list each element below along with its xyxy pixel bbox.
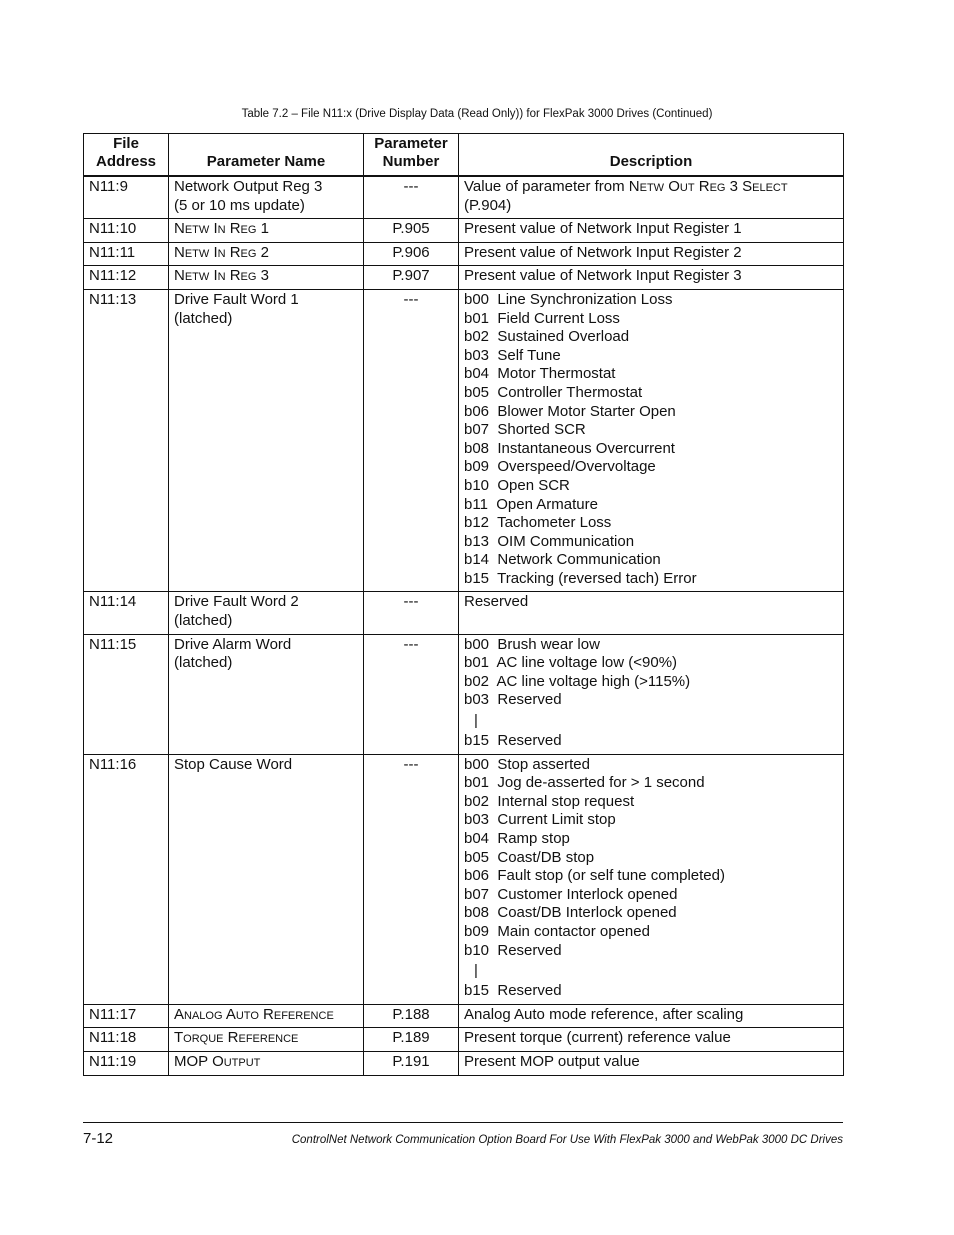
description-line: b10 Open SCR [464, 476, 570, 494]
description-line: b08 Coast/DB Interlock opened [464, 904, 677, 922]
description-line: b06 Blower Motor Starter Open [464, 402, 676, 420]
file-address-cell: N11:17 [84, 1004, 169, 1028]
parameter-name-line: (latched) [174, 309, 233, 327]
parameter-name-line: (latched) [174, 612, 233, 630]
file-address-cell: N11:13 [84, 289, 169, 592]
description-line: b15 Reserved [464, 982, 562, 1000]
table-row [84, 634, 844, 754]
parameter-name-cell [169, 1028, 364, 1052]
table-row [84, 1051, 844, 1075]
description-cell [459, 1004, 844, 1028]
parameter-name: Netw In Reg 3 [174, 267, 269, 285]
description-param-ref: Netw Out Reg 3 Select [628, 178, 788, 195]
description-line: b04 Motor Thermostat [464, 365, 616, 383]
description-text: Value of parameter from [464, 178, 629, 195]
description-cell [459, 634, 844, 754]
description-cell [459, 219, 844, 243]
table-row [84, 289, 844, 592]
file-address-cell: N11:9 [84, 176, 169, 219]
description-line: b01 Field Current Loss [464, 309, 620, 327]
parameter-name-cell [169, 266, 364, 290]
description-line: b15 Tracking (reversed tach) Error [464, 569, 697, 587]
parameter-name-line: Drive Fault Word 2 [174, 593, 299, 611]
header-parameter-number: Parameter Number [364, 134, 459, 177]
description-line: (P.904) [464, 196, 512, 214]
description-line: b05 Controller Thermostat [464, 383, 643, 401]
description-line: Reserved [464, 593, 529, 611]
parameter-number-cell: P.907 [364, 266, 459, 290]
description-cell [459, 1051, 844, 1075]
parameter-number-cell: --- [364, 289, 459, 592]
description-line: b04 Ramp stop [464, 830, 570, 847]
table-body [84, 176, 844, 1075]
description-line: b00 Stop asserted [464, 755, 590, 773]
parameter-name-cell [169, 1051, 364, 1075]
parameter-name-cell [169, 242, 364, 266]
file-address-cell: N11:10 [84, 219, 169, 243]
parameter-name-line: Stop Cause Word [174, 755, 293, 773]
table-row [84, 242, 844, 266]
parameter-name-line: Drive Fault Word 1 [174, 290, 299, 308]
description-line: b11 Open Armature [464, 495, 598, 513]
parameter-name-line: Drive Alarm Word [174, 635, 292, 653]
description-cell [459, 1028, 844, 1052]
description-line: b10 Reserved [464, 941, 562, 959]
description-cell [459, 176, 844, 219]
description-line: b00 Brush wear low [464, 635, 600, 653]
description-line: b15 Reserved [464, 732, 562, 750]
parameter-name-line: Network Output Reg 3 [174, 178, 323, 195]
description-line: b02 AC line voltage high (>115%) [464, 672, 691, 690]
parameter-name-cell [169, 754, 364, 1004]
parameter-name-cell [169, 634, 364, 754]
description-range-separator: | [474, 712, 478, 730]
parameter-number-cell: --- [364, 754, 459, 1004]
description-line: b07 Shorted SCR [464, 421, 586, 439]
description-line: b02 Internal stop request [464, 792, 635, 810]
parameter-name: Analog Auto Reference [174, 1005, 334, 1023]
description-line: b03 Self Tune [464, 346, 561, 364]
parameter-name-cell [169, 176, 364, 219]
parameter-number-cell: --- [364, 634, 459, 754]
table-row [84, 1004, 844, 1028]
description-line: Present value of Network Input Register 3 [464, 267, 742, 285]
file-address-cell: N11:16 [84, 754, 169, 1004]
table-row [84, 219, 844, 243]
parameter-name-line: (5 or 10 ms update) [174, 196, 305, 214]
description-line: Present MOP output value [464, 1052, 640, 1070]
parameter-number-cell: P.906 [364, 242, 459, 266]
description-line: b07 Customer Interlock opened [464, 885, 678, 903]
table-row [84, 592, 844, 634]
table-caption: Table 7.2 – File N11:x (Drive Display Data (Read Only)) for FlexPak 3000 Drives (Continued) [241, 108, 713, 120]
description-line: Present value of Network Input Register 1 [464, 220, 742, 238]
description-line: b09 Overspeed/Overvoltage [464, 458, 656, 476]
description-line: b03 Reserved [464, 691, 562, 709]
description-line: b08 Instantaneous Overcurrent [464, 439, 675, 457]
page-number: 7-12 [83, 1130, 114, 1147]
document-title: ControlNet Network Communication Option Board For Use With FlexPak 3000 and WebPak 3000 DC Drives [291, 1134, 843, 1146]
parameter-number-cell: P.189 [364, 1028, 459, 1052]
parameter-number-cell: P.191 [364, 1051, 459, 1075]
description-line: b01 AC line voltage low (<90%) [464, 654, 678, 672]
description-line: b03 Current Limit stop [464, 811, 616, 829]
parameter-table [83, 133, 844, 1076]
description-line: b06 Fault stop (or self tune completed) [464, 867, 725, 885]
description-range-separator: | [474, 962, 478, 980]
parameter-name-line: (latched) [174, 654, 233, 672]
table-header-row [84, 134, 844, 177]
table-row [84, 1028, 844, 1052]
parameter-number-cell: --- [364, 592, 459, 634]
table-row [84, 266, 844, 290]
description-line: Analog Auto mode reference, after scaling [464, 1005, 744, 1023]
description-line: b09 Main contactor opened [464, 922, 650, 940]
parameter-number-cell: P.905 [364, 219, 459, 243]
footer-rule [83, 1122, 843, 1123]
description-line: b01 Jog de-asserted for > 1 second [464, 774, 705, 792]
parameter-name-cell [169, 592, 364, 634]
description-line: Present torque (current) reference value [464, 1029, 731, 1047]
description-line: b14 Network Communication [464, 551, 661, 569]
description-line: b02 Sustained Overload [464, 328, 630, 346]
parameter-name: Netw In Reg 1 [174, 220, 269, 238]
parameter-name: Netw In Reg 2 [174, 243, 269, 261]
description-line: b05 Coast/DB stop [464, 848, 595, 866]
file-address-cell: N11:18 [84, 1028, 169, 1052]
description-line [464, 178, 838, 197]
file-address-cell: N11:11 [84, 242, 169, 266]
table-row [84, 176, 844, 219]
description-cell [459, 266, 844, 290]
table-row [84, 754, 844, 1004]
parameter-number-cell: --- [364, 176, 459, 219]
description-line: b13 OIM Communication [464, 532, 635, 550]
parameter-name: Torque Reference [174, 1029, 299, 1047]
parameter-name-cell [169, 1004, 364, 1028]
description-cell [459, 592, 844, 634]
file-address-cell: N11:15 [84, 634, 169, 754]
description-cell [459, 289, 844, 592]
description-cell [459, 242, 844, 266]
header-file-address: File Address [84, 134, 169, 177]
description-line: b12 Tachometer Loss [464, 514, 612, 532]
header-parameter-name: Parameter Name [169, 134, 364, 177]
parameter-name: MOP Output [174, 1052, 261, 1070]
file-address-cell: N11:12 [84, 266, 169, 290]
description-line: Present value of Network Input Register 2 [464, 243, 742, 261]
description-cell [459, 754, 844, 1004]
header-description: Description [459, 134, 844, 177]
file-address-cell: N11:14 [84, 592, 169, 634]
description-line: b00 Line Synchronization Loss [464, 290, 673, 308]
parameter-number-cell: P.188 [364, 1004, 459, 1028]
parameter-name-cell [169, 289, 364, 592]
file-address-cell: N11:19 [84, 1051, 169, 1075]
parameter-name-cell [169, 219, 364, 243]
